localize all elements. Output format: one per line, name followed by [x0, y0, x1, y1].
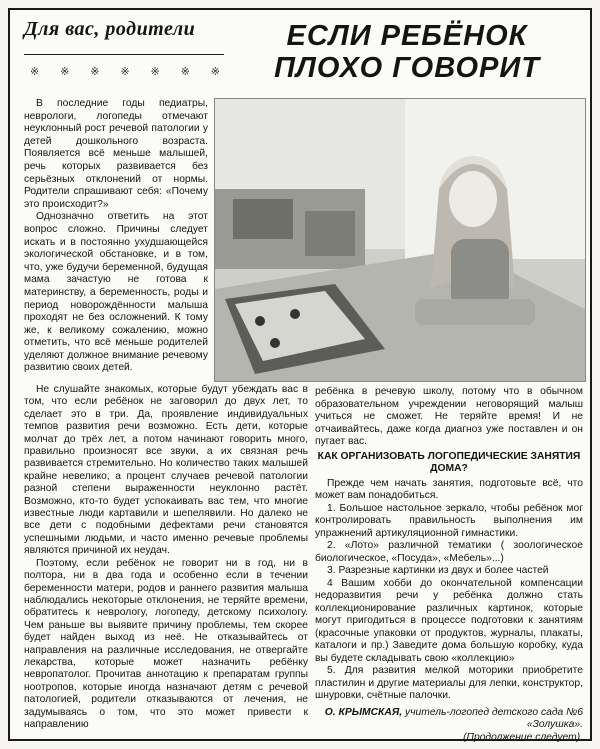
paragraph: Поэтому, если ребёнок не говорит ни в год, ни в полтора, ни в два года и особенно если в течении беременности матери, родов и раннего развития малыша наблюдались некоторые отклонения, не теряйте времени, обратитесь к неврологу, логопеду, детскому психологу. Чем раньше вы выявите причину проблемы, тем скорее будет найден выход из неё. Не отказывайтесь от направления на различные исследования, не отвергайте лекарства, которые может назначить ребёнку невропатолог. Прочитав аннотацию к препаратам группы ноотропов, которые иногда назначают детям с речевой патологией, родители отказываются от лечения, не задумываясь о том, что это может привести к направлению — [24, 557, 308, 730]
decorative-ornament — [30, 65, 220, 79]
paragraph: Однозначно ответить на этот вопрос сложно. Причины следует искать и в постоянно ухудшающейся экологической обстановке, и в том, что, уже будучи беременной, будущая мама зачастую не готова к материнству, а беременность, роды и период новорождённости малыша проходят не без осложнений. К тому же, к великому сожалению, можно отметить, что всё меньше родителей уделяют должное внимание речевому развитию своих детей. — [24, 211, 208, 374]
paragraph: В последние годы педиатры, неврологи, логопеды отмечают неуклонный рост речевой патологии у детей дошкольного возраста. Появляется всё меньше малышей, речь которых развивается без серьёзных отклонений от нормы. Родители спрашивают себя: «Почему это происходит?» — [24, 98, 208, 210]
paragraph: Не слушайте знакомых, которые будут убеждать вас в том, что если ребёнок не заговорил до двух лет, то сделает это в три. Да, проявление индивидуальных темпов развития речи возможно. Есть дети, которые молчат до трёх лет, а потом начинают говорить много, правильно произносят все звуки, а их связная речь развивается стремительно. Но количество таких малышей крайне невелико, а процент случаев речевой патологии разной степени выраженности неуклонно растёт. Возможно, кто-то будет успокаивать вас тем, что многие известные люди картавили и шепелявили. Но далеко не все дети с подобными дефектами речи становятся успешными людьми, и часто именно речевые проблемы являются причиной их неудач. — [24, 384, 308, 557]
newspaper-page — [8, 8, 592, 741]
headline-line-1: ЕСЛИ РЕБЁНОК — [286, 20, 528, 52]
ornament-mark: ※ — [210, 66, 220, 78]
headline-line-2: ПЛОХО ГОВОРИТ — [274, 52, 540, 84]
subheading: КАК ОРГАНИЗОВАТЬ ЛОГОПЕДИЧЕСКИЕ ЗАНЯТИЯ ДОМА? — [317, 450, 581, 474]
ornament-mark: ※ — [150, 66, 160, 78]
ornament-mark: ※ — [30, 66, 40, 78]
paragraph: Прежде чем начать занятия, подготовьте всё, что может вам понадобиться. — [315, 477, 583, 501]
article-photo — [214, 98, 586, 382]
ornament-mark: ※ — [60, 66, 70, 78]
column-1 — [24, 98, 208, 375]
author-role: учитель-логопед детского сада №6 «Золушка». — [405, 706, 583, 730]
ornament-mark: ※ — [120, 66, 130, 78]
list-item: 1. Большое настольное зеркало, чтобы ребёнок мог контролировать правильность выполнения им упражнений артикуляционной гимнастики. — [315, 502, 583, 539]
continued-note: (Продолжение следует). — [463, 731, 583, 743]
rubric-divider — [24, 54, 224, 55]
article-headline — [232, 20, 582, 84]
column-2 — [24, 384, 308, 731]
list-item: 4 Вашим хобби до окончательной компенсации недоразвития речи у ребёнка должно стать коллекционирование различных картинок, которые могут пригодиться в процессе подготовки к занятиям (красочные упаковки от продуктов, журналы, плакаты, каталоги и пр.) Заведите дома большую коробку, куда вы будете складывать свою «коллекцию» — [315, 577, 583, 664]
child-at-table-photo — [215, 99, 585, 381]
ornament-mark: ※ — [90, 66, 100, 78]
rubric-label: Для вас, родители — [24, 18, 196, 40]
list-item: 2. «Лото» различной тематики ( зоологическое биологическое, «Посуда», «Мебель»...) — [315, 540, 583, 564]
ornament-mark: ※ — [180, 66, 190, 78]
author-signature — [315, 707, 583, 732]
list-item: 3. Разрезные картинки из двух и более частей — [327, 565, 549, 576]
paragraph: ребёнка в речевую школу, потому что в обычном образовательном учреждении неговорящий малыш учиться не сможет. Не теряйте время! И не отчаивайтесь, даже когда диагноз уже поставлен и он пугает вас. — [315, 386, 583, 447]
author-name: О. КРЫМСКАЯ, — [324, 706, 403, 718]
list-item: 5. Для развития мелкой моторики приобретите пластилин и другие материалы для лепки, конструктор, шнуровки, счётные палочки. — [315, 665, 583, 701]
column-3 — [315, 386, 583, 744]
